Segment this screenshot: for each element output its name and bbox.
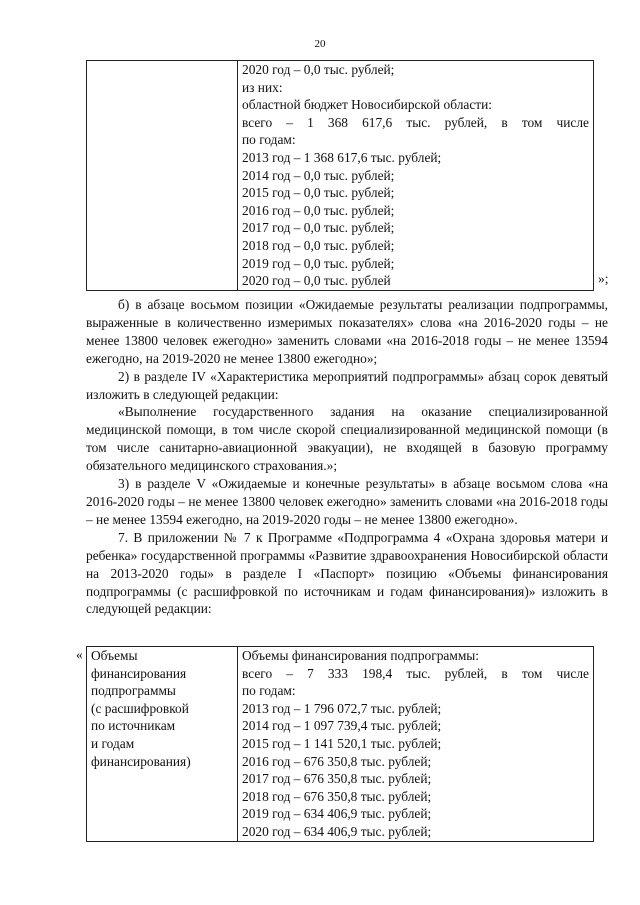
amendment-text xyxy=(86,296,608,618)
label-line: финансирования) xyxy=(91,753,191,769)
table-line: 2014 год – 1 097 739,4 тыс. рублей; xyxy=(242,718,442,734)
table-line: 2020 год – 0,0 тыс. рублей xyxy=(242,273,391,289)
table-line: 2016 год – 0,0 тыс. рублей; xyxy=(242,202,395,218)
table-line: 2016 год – 676 350,8 тыс. рублей; xyxy=(242,753,432,769)
table-line: из них: xyxy=(242,79,283,95)
table-line: по годам: xyxy=(242,132,296,148)
table-line: 2013 год – 1 796 072,7 тыс. рублей; xyxy=(242,700,442,716)
table-line: Объемы финансирования подпрограммы: xyxy=(242,648,480,663)
paragraph-3: 3) в разделе V «Ожидаемые и конечные результаты» в абзаце восьмом слова «на 2016-2020 годы – не менее 13800 человек ежегодно» заменить словами «на 2016-2018 годы – не менее 13594 ежегодно, на 2019-2020 годы – не менее 13800 ежегодно». xyxy=(86,476,608,527)
table-line: 2019 год – 634 406,9 тыс. рублей; xyxy=(242,806,432,822)
label-line: подпрограммы xyxy=(91,683,176,699)
table-financing-cell xyxy=(238,647,594,842)
table-line: 2014 год – 0,0 тыс. рублей; xyxy=(242,167,395,183)
table-line: всего – 7 333 198,4 тыс. рублей, в том числе xyxy=(242,665,589,681)
table-line: 2017 год – 0,0 тыс. рублей; xyxy=(242,220,395,236)
table-line: 2020 год – 0,0 тыс. рублей; xyxy=(242,62,395,77)
table-line: 2017 год – 676 350,8 тыс. рублей; xyxy=(242,771,432,787)
label-line: и годам xyxy=(91,735,135,751)
table-line: всего – 1 368 617,6 тыс. рублей, в том числе xyxy=(242,114,589,130)
closing-quote: »; xyxy=(598,271,609,286)
table-line: 2013 год – 1 368 617,6 тыс. рублей; xyxy=(242,149,442,165)
page-number: 20 xyxy=(314,38,326,50)
table-line: 2019 год – 0,0 тыс. рублей; xyxy=(242,255,395,271)
open-quote: « xyxy=(76,647,83,662)
label-line: Объемы xyxy=(91,648,138,663)
financing-table-continued xyxy=(86,60,594,291)
paragraph-7: 7. В приложении № 7 к Программе «Подпрограмма 4 «Охрана здоровья матери и ребенка» государственной программы «Развитие здравоохранения Новосибирской области на 2013-2020 годы» в разделе I «Паспорт» позицию «Объемы финансирования подпрограммы (с расшифровкой по источникам и годам финансирования)» изложить в следующей редакции: xyxy=(86,529,608,617)
table-line: 2015 год – 0,0 тыс. рублей; xyxy=(242,185,395,201)
paragraph-b: б) в абзаце восьмом позиции «Ожидаемые результаты реализации подпрограммы, выраженные в количественно измеримых показателях» слова «на 2016-2020 годы – не менее 13800 человек ежегодно» заменить словами «на 2016-2018 годы – не менее 13594 ежегодно, на 2019-2020 не менее 13800 ежегодно»; xyxy=(86,297,608,366)
table-line: областной бюджет Новосибирской области: xyxy=(242,97,493,113)
table-line: 2018 год – 676 350,8 тыс. рублей; xyxy=(242,788,432,804)
table-empty-cell xyxy=(87,61,238,291)
paragraph-2: 2) в разделе IV «Характеристика мероприятий подпрограммы» абзац сорок девятый изложить в следующей редакции: xyxy=(86,368,608,402)
label-line: финансирования xyxy=(91,665,187,681)
label-line: (с расшифровкой xyxy=(91,700,189,716)
table-financing-cell xyxy=(238,61,594,291)
table-line: по годам: xyxy=(242,683,296,699)
table-line: 2020 год – 634 406,9 тыс. рублей; xyxy=(242,823,432,839)
table-line: 2018 год – 0,0 тыс. рублей; xyxy=(242,237,395,253)
table-line: 2015 год – 1 141 520,1 тыс. рублей; xyxy=(242,735,442,751)
paragraph-quote: «Выполнение государственного задания на оказание специализированной медицинской помощи, в том числе скорой специализированной медицинской помощи (в том числе санитарно-авиационной эвакуации), не входящей в базовую программу обязательного медицинского страхования.»; xyxy=(86,404,608,474)
passport-financing-table xyxy=(86,646,594,842)
table-label-cell xyxy=(87,647,238,842)
label-line: по источникам xyxy=(91,718,176,734)
